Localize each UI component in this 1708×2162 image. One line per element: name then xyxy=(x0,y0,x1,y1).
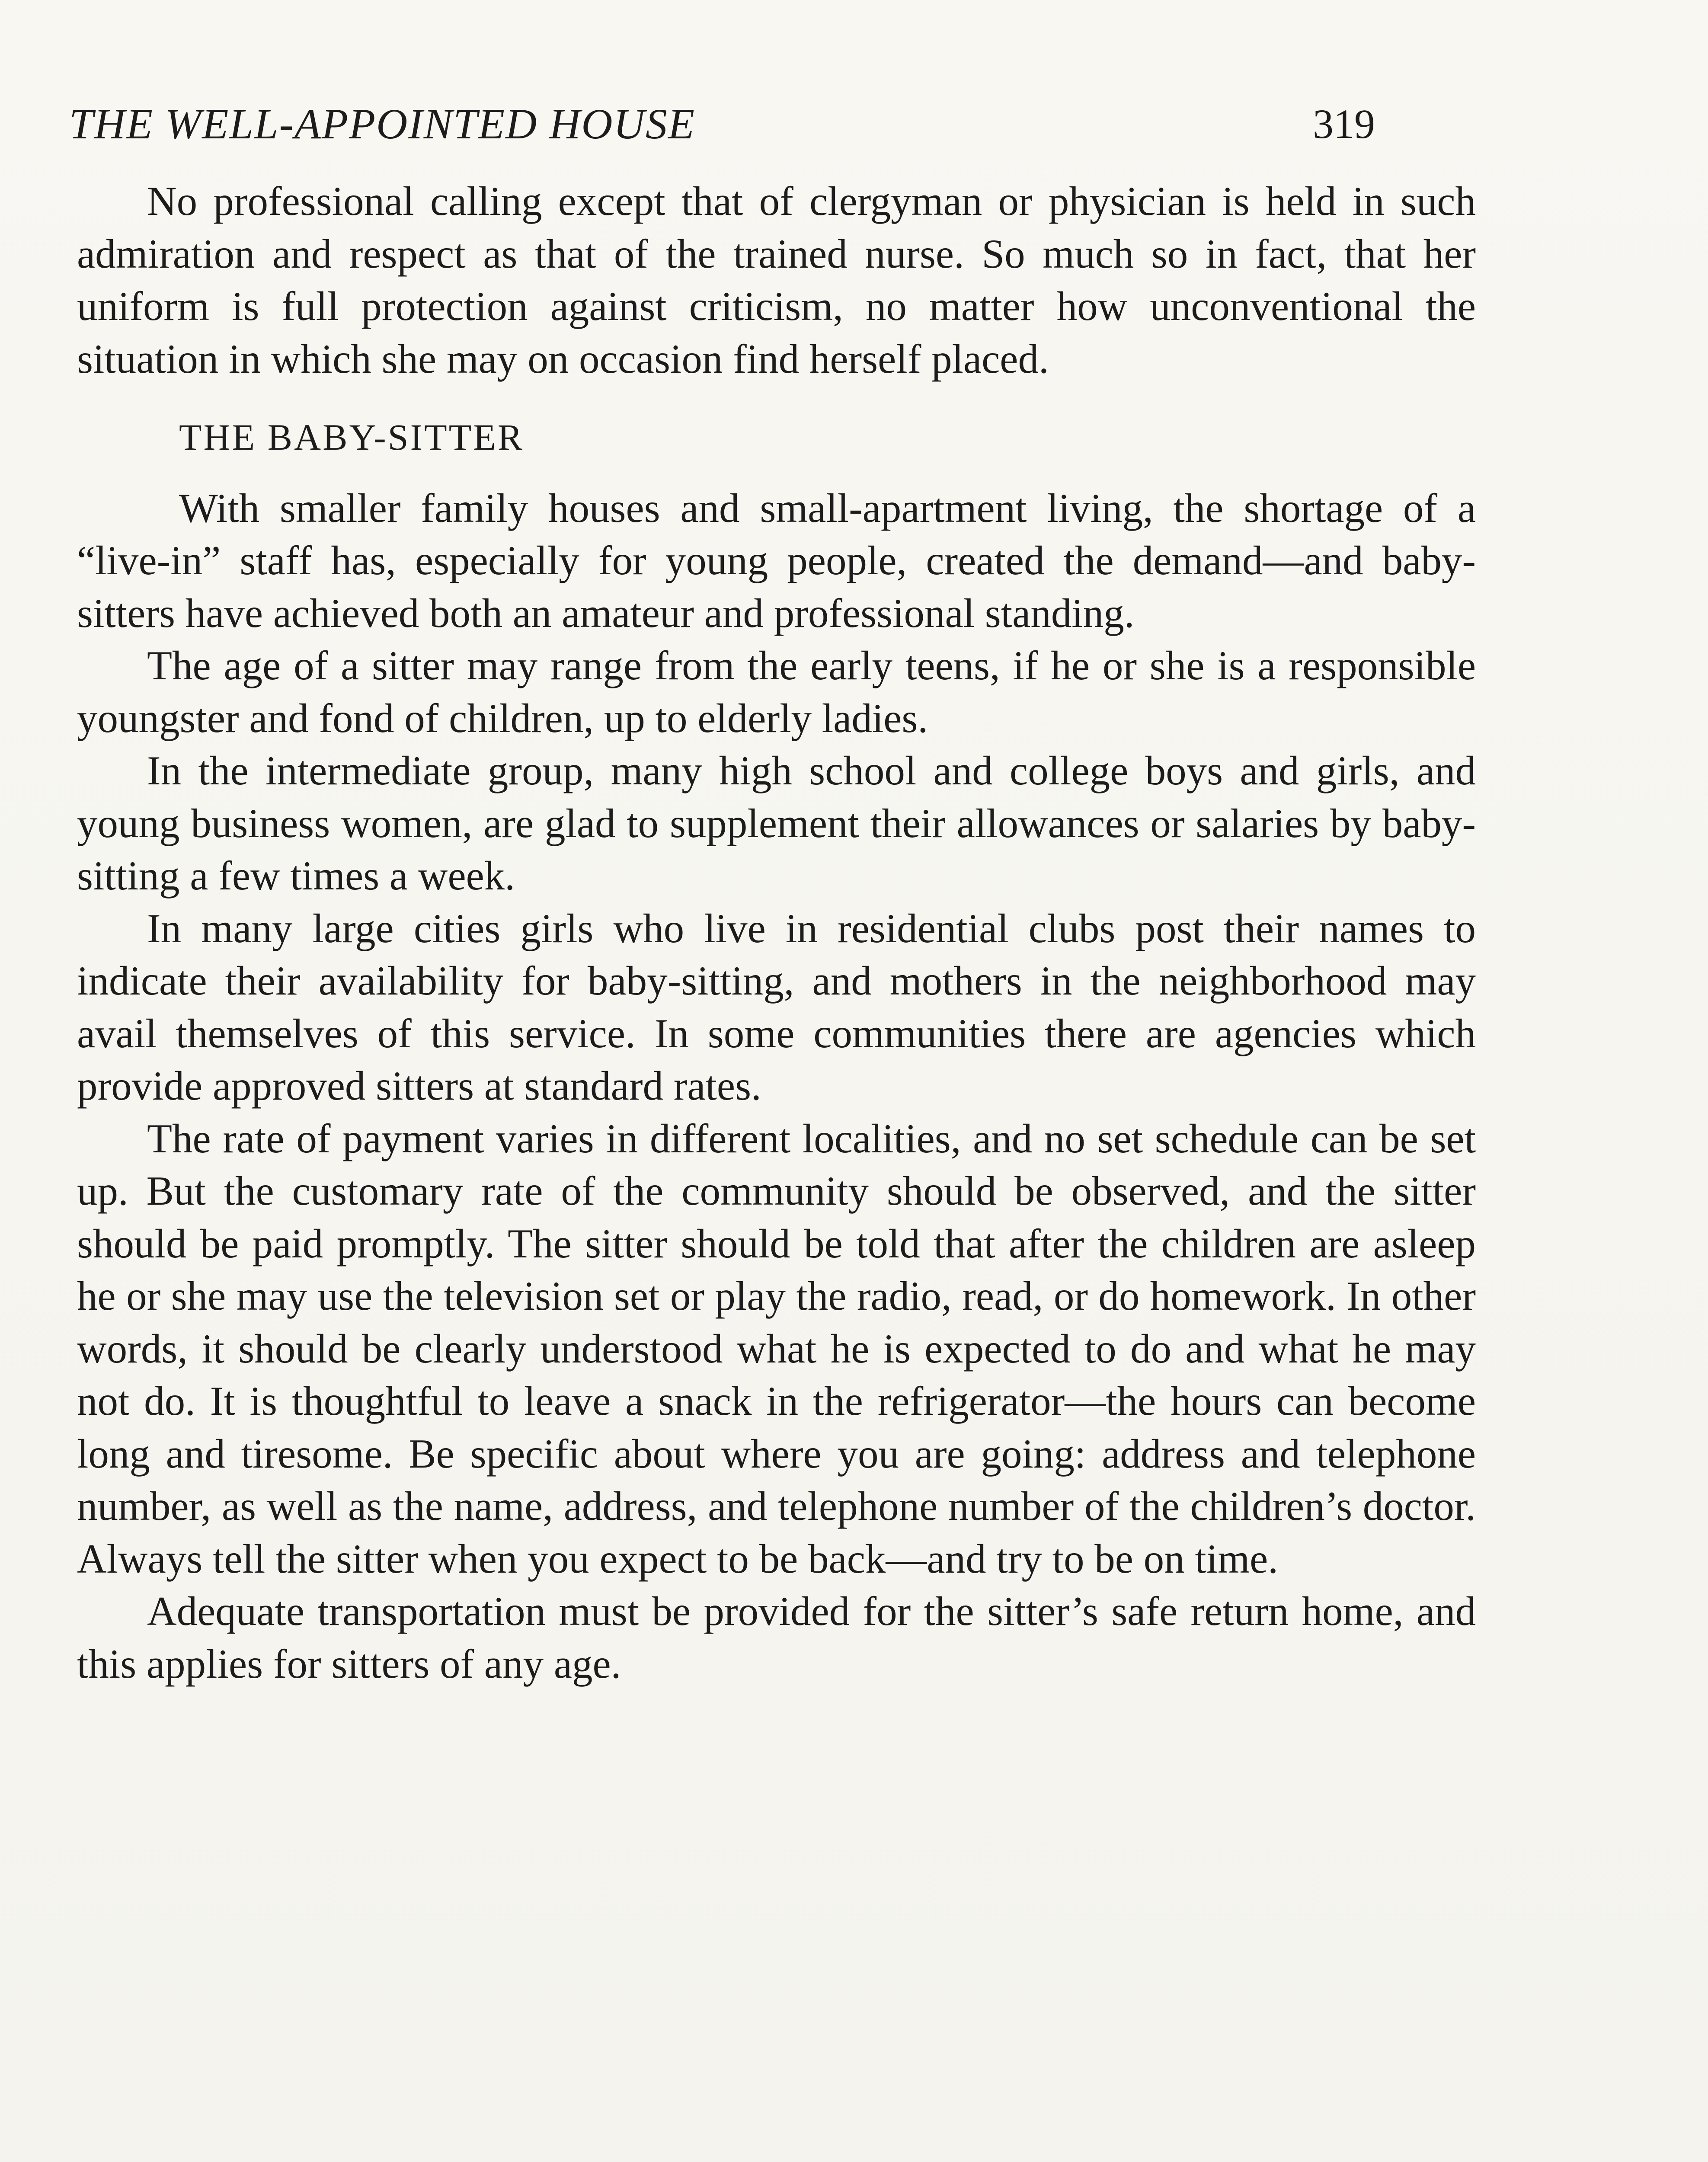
paragraph: Adequate transportation must be provided for the sitter’s safe return home, and this applies for sitters of any age. xyxy=(77,1588,1476,1687)
intro-paragraph: No professional calling except that of clergyman or physician is held in such admiration and respect as that of the trained nurse. So much so in fact, that her uniform is full protection against criticism, no matter how unconventional the situation in which she may on occasion find herself placed. xyxy=(77,178,1476,382)
running-title: THE WELL-APPOINTED HOUSE xyxy=(69,100,695,148)
running-head xyxy=(69,96,1375,152)
paragraph: The age of a sitter may range from the early teens, if he or she is a responsible youngster and fond of children, up to elderly ladies. xyxy=(77,643,1476,741)
paragraph: With smaller family houses and small-apartment living, the shortage of a “live-in” staff has, especially for young people, created the demand—and baby-sitters have achieved both an amateur and professional standing. xyxy=(77,485,1476,636)
section-heading: THE BABY-SITTER xyxy=(179,416,525,458)
paragraph: In many large cities girls who live in residential clubs post their names to indicate their availability for baby-sitting, and mothers in the neighborhood may avail themselves of this service. In some communities there are agencies which provide approved sitters at standard rates. xyxy=(77,905,1476,1109)
paragraph: The rate of payment varies in different localities, and no set schedule can be set up. But the customary rate of the community should be observed, and the sitter should be paid promptly. The sitter should be told that after the children are asleep he or she may use the television set or play the radio, read, or do homework. In other words, it should be clearly understood what he is expected to do and what he may not do. It is thoughtful to leave a snack in the refrigerator—the hours can become long and tiresome. Be specific about where you are going: address and telephone number, as well as the name, address, and telephone number of the children’s doctor. Always tell the sitter when you expect to be back—and try to be on time. xyxy=(77,1115,1476,1582)
body-text xyxy=(77,175,1476,1690)
page-number: 319 xyxy=(1313,101,1375,147)
paragraph: In the intermediate group, many high school and college boys and girls, and young business women, are glad to supplement their allowances or salaries by baby-sitting a few times a week. xyxy=(77,748,1476,899)
